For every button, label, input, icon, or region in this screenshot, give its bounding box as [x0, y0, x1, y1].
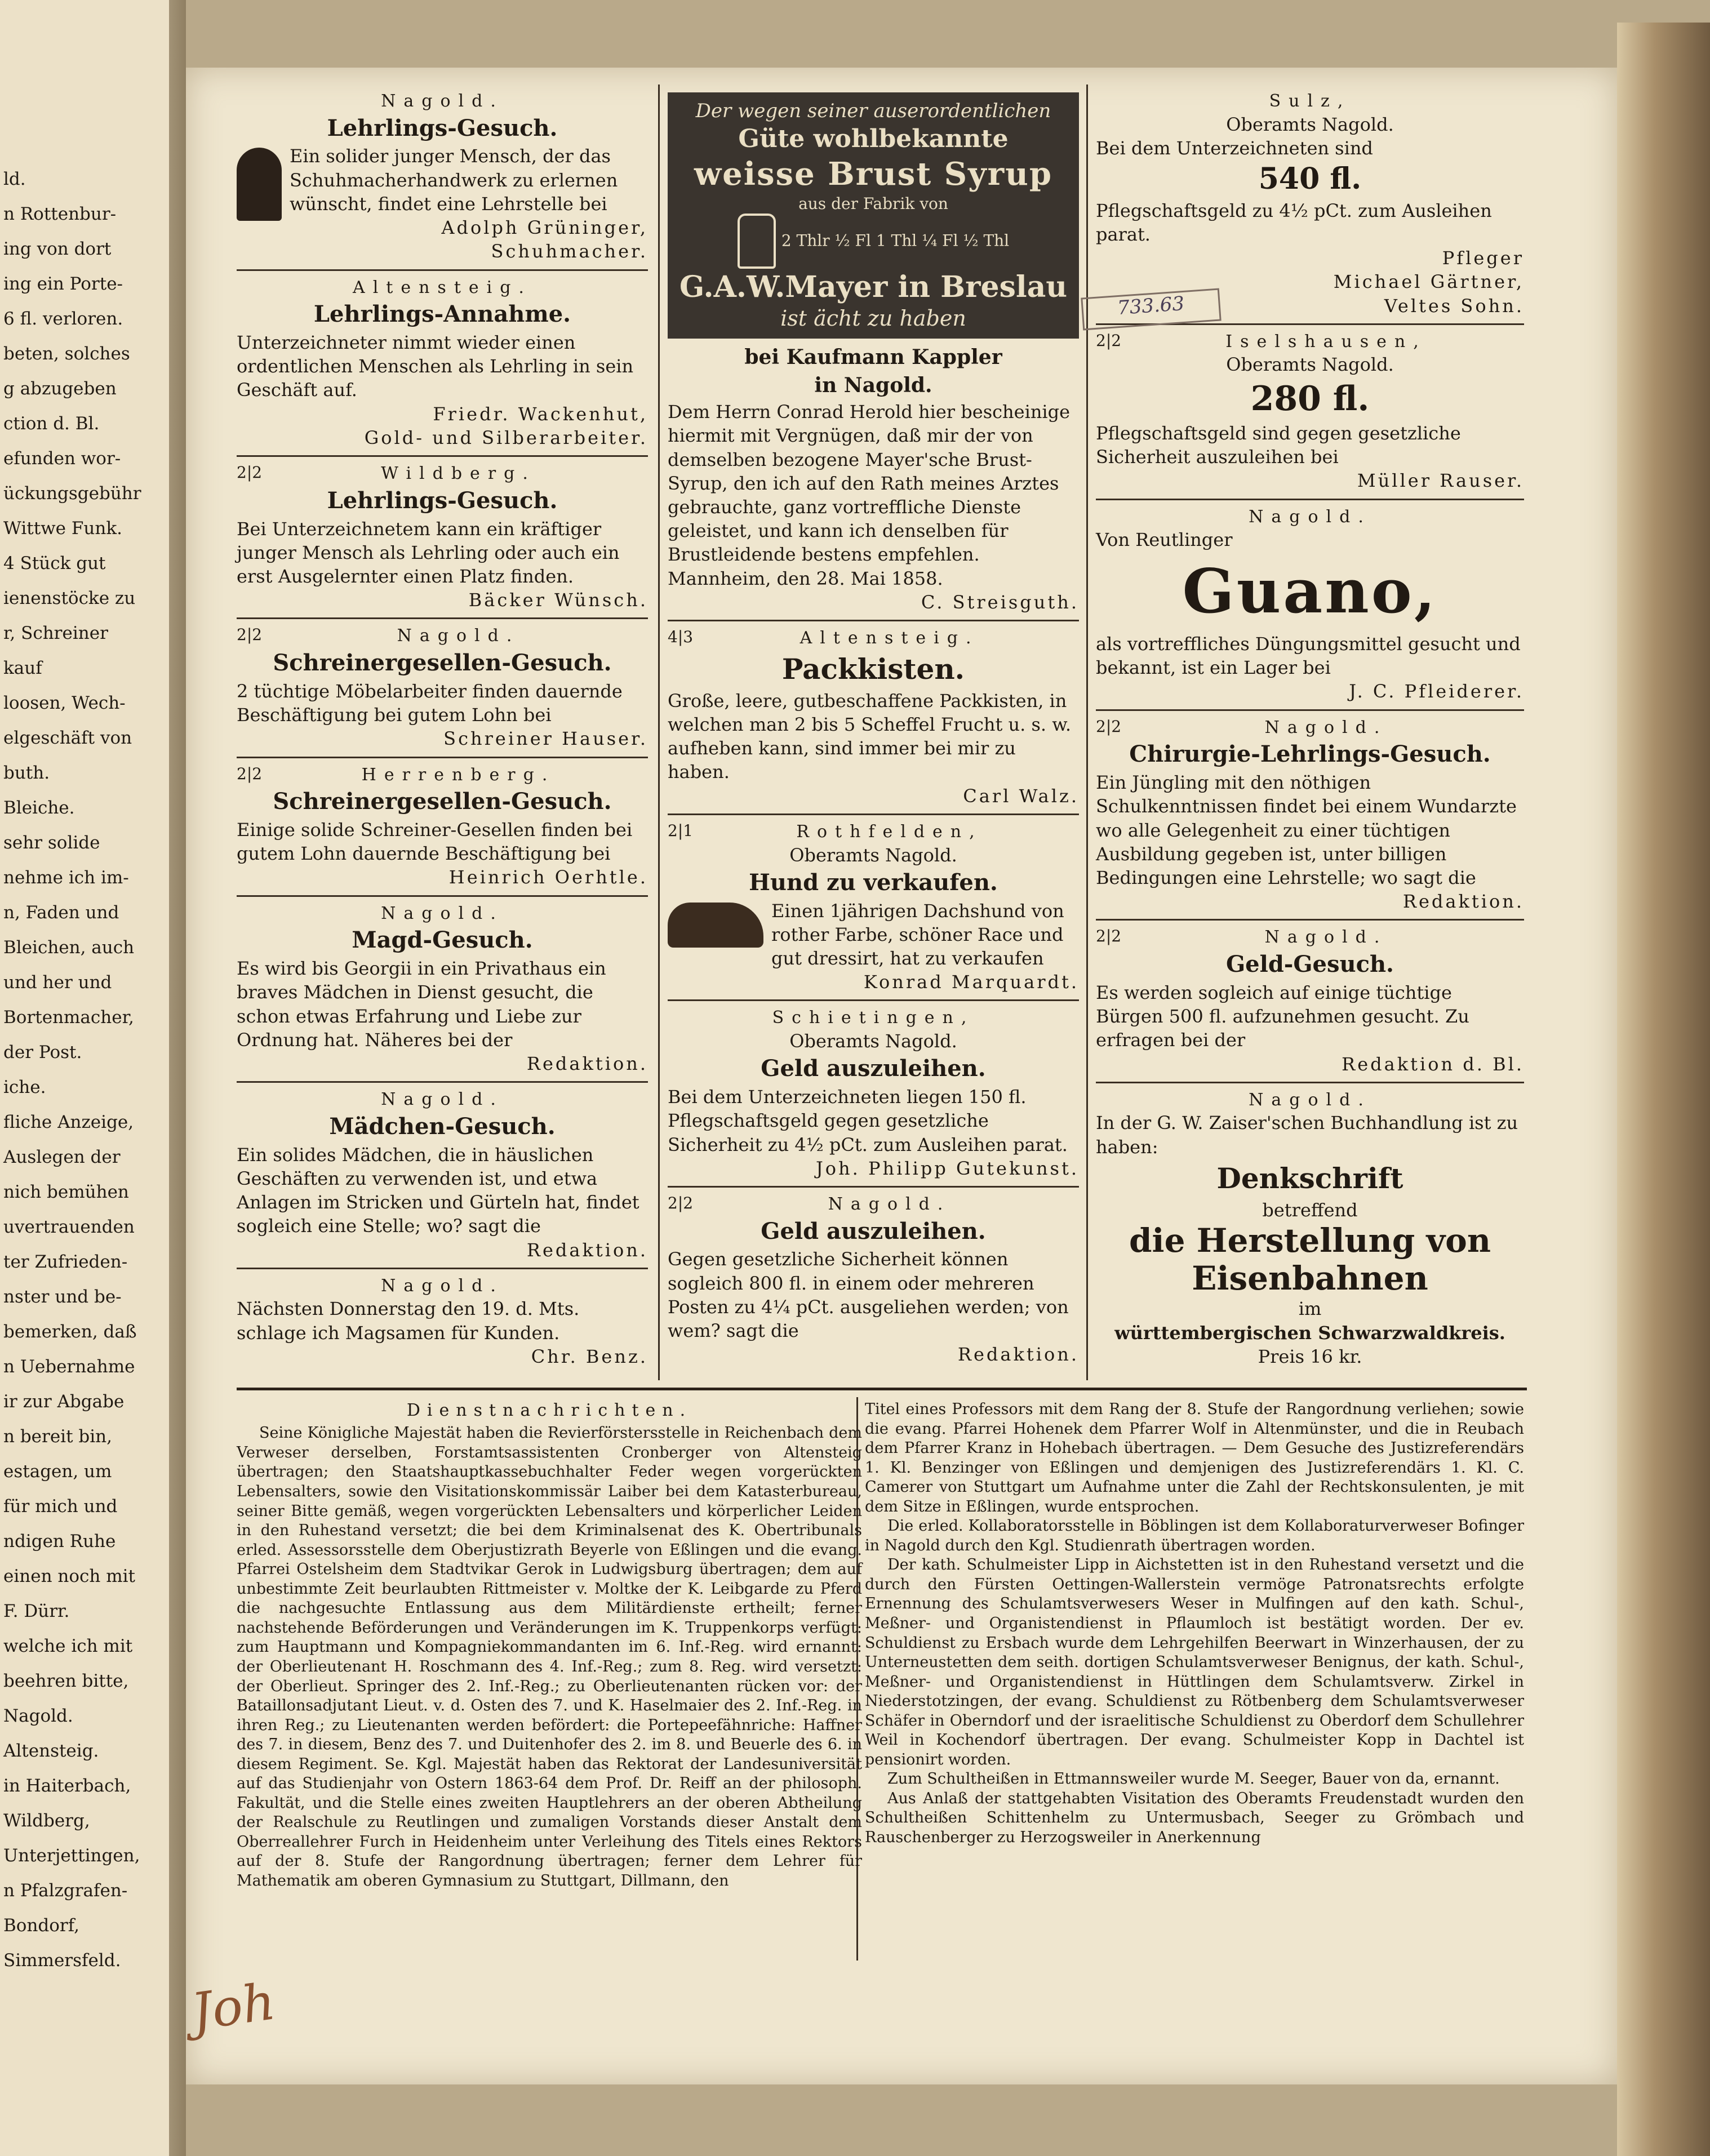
place-line2: Oberamts Nagold. — [1226, 354, 1394, 376]
left-page-fragment: ienenstöcke zu — [3, 588, 136, 608]
news-paragraph: Zum Schultheißen in Ettmannsweiler wurde M. Seeger, Bauer von da, ernannt. — [887, 1770, 1500, 1788]
left-page-fragment: ing von dort — [3, 239, 112, 259]
ad-big-word: Guano, — [1182, 556, 1438, 628]
place-line2: Oberamts Nagold. — [789, 1030, 957, 1052]
left-page-fragment: r, Schreiner — [3, 623, 108, 643]
place: Sulz, — [1269, 91, 1351, 111]
left-page-fragment: 4 Stück gut — [3, 553, 106, 574]
ad-lehrlings-gesuch-wildberg — [237, 463, 648, 612]
ad-signature: Müller Rauser. — [1357, 470, 1524, 492]
column-2 — [668, 90, 1079, 1367]
place-line2: Oberamts Nagold. — [789, 844, 957, 866]
ad-geld-schietingen — [668, 1007, 1079, 1180]
left-page-fragment: und her und — [3, 972, 112, 993]
left-page-fragment: Auslegen der — [3, 1147, 121, 1167]
news-paragraph: Aus Anlaß der stattgehabten Visitation des Oberamts Freudenstadt wurden den Schultheißen Schittenhelm zu Untermusbach, Seeger zu Grömbach und Rauschenberger zu Herzogsweiler in Anerkennung — [865, 1789, 1524, 1847]
insertion-number: 2|2 — [237, 463, 263, 482]
place: Nagold. — [1249, 1090, 1371, 1110]
ad-signature: Redaktion. — [1402, 891, 1524, 913]
news-title: Dienstnachrichten. — [406, 1401, 692, 1420]
place: Nagold. — [1264, 717, 1388, 737]
amount: 280 fl. — [1250, 379, 1370, 419]
divider — [237, 757, 648, 758]
ad-signature: Carl Walz. — [963, 785, 1079, 807]
ad-signature: J. C. Pfleiderer. — [1349, 681, 1524, 703]
divider — [237, 895, 648, 897]
ad-packkisten — [668, 627, 1079, 808]
ad-text: Pflegschaftsgeld sind gegen gesetzliche Sicherheit auszuleihen bei — [1096, 422, 1461, 468]
divider — [668, 620, 1079, 621]
divider — [1096, 709, 1524, 711]
advert-maker: G.A.W.Mayer in Breslau — [679, 269, 1068, 304]
ad-text: Gegen gesetzliche Sicherheit können sogleich 800 fl. in einem oder mehreren Posten zu 4¼ pCt. ausgeliehen werden; von wem? sagt die — [668, 1248, 1069, 1342]
left-page-fragment: ter Zufrieden- — [3, 1252, 128, 1272]
ad-signature: Adolph Grüninger, Schuhmacher. — [441, 217, 648, 263]
ad-signature: Konrad Marquardt. — [863, 971, 1079, 993]
left-page-fragment: Wildberg, — [3, 1811, 90, 1831]
ad-heading: Chirurgie-Lehrlings-Gesuch. — [1129, 741, 1491, 768]
ad-schreinergesellen-herrenberg — [237, 764, 648, 890]
advert-line: aus der Fabrik von — [798, 194, 948, 213]
ad-text-2: Pflegschaftsgeld zu 4½ pCt. zum Ausleihen parat. — [1096, 199, 1492, 245]
ad-heading: Lehrlings-Annahme. — [313, 301, 571, 328]
ad-sub: betreffend — [1262, 1199, 1358, 1221]
ad-signature: Friedr. Wackenhut, — [433, 403, 648, 425]
ad-schreinergesellen-nagold — [237, 625, 648, 750]
left-page-fragment: elgeschäft von — [3, 728, 132, 748]
place: Nagold. — [828, 1194, 951, 1215]
divider — [668, 1186, 1079, 1188]
insertion-number: 2|2 — [668, 1194, 694, 1213]
left-page-fragment: n Uebernahme — [3, 1357, 135, 1377]
advert-line: ist ächt zu haben — [780, 305, 966, 331]
ad-geld-gesuch — [1096, 926, 1524, 1075]
book-edge — [1617, 23, 1710, 2156]
divider — [1096, 1082, 1524, 1083]
brust-syrup-advert — [668, 92, 1079, 339]
ad-heading-line2: in Nagold. — [814, 373, 932, 397]
ad-heading: Geld-Gesuch. — [1226, 951, 1394, 978]
place: Iselshausen, — [1225, 331, 1427, 352]
ad-signature: Joh. Philipp Gutekunst. — [815, 1157, 1079, 1179]
shoe-icon — [237, 148, 282, 221]
news-column-2 — [865, 1400, 1524, 1848]
left-page-fragment: nehme ich im- — [3, 868, 129, 888]
place: Altensteig. — [800, 628, 979, 648]
left-page-fragment: Bondorf, — [3, 1915, 79, 1936]
region: württembergischen Schwarzwaldkreis. — [1114, 1322, 1505, 1344]
ad-magsamen — [237, 1275, 648, 1368]
news-column-1 — [237, 1400, 862, 1891]
column-3 — [1096, 90, 1524, 1368]
news-paragraph: Der kath. Schulmeister Lipp in Aichstetten ist in den Ruhestand versetzt und die durch den Fürsten Oettingen-Wallerstein vermöge Patronatsrechts erfolgte Ernennung des Schulamtsverwesers Weser in Mulfingen auf den kath. Schul-, Meßner- und Organistendienst in Pflaumloch ist bestätigt worden. Der ev. Schuldienst zu Ersbach wurde dem Lehrgehilfen Beerwart in Winzerhausen, der zu Unterneustetten dem seith. dortigen Schulamtsverweser Benignus, der kath. Schul-, Meßner- und Organistendienst in Hüttlingen dem Schulamtsverw. Zirkel in Niederstotzingen, der evang. Schuldienst zu Rötbenberg dem Schulamtsverweser Schäfer in Oberndorf und der israelitische Schuldienst zu Oberdorf dem Schullehrer Weil in Kochendorf übertragen. Der evang. Schulmeister Kopp in Dachtel ist pensionirt worden. — [865, 1556, 1524, 1768]
left-page-fragment: Bortenmacher, — [3, 1007, 134, 1028]
left-page-fragment: efunden wor- — [3, 448, 121, 469]
left-page-fragment: bemerken, daß — [3, 1322, 137, 1342]
left-page — [0, 0, 169, 2156]
ad-text: Bei dem Unterzeichneten sind — [1096, 137, 1373, 159]
divider — [237, 1081, 648, 1083]
left-page-fragment: für mich und — [3, 1496, 118, 1517]
ad-kappler — [668, 344, 1079, 614]
ad-signature: Redaktion. — [526, 1052, 648, 1074]
place: Nagold. — [397, 626, 520, 646]
insertion-number: 2|2 — [237, 625, 263, 644]
ad-signature: Heinrich Oerhtle. — [448, 866, 648, 888]
handwritten-note: Joh — [188, 1972, 279, 2042]
left-page-fragment: Bleiche. — [3, 798, 75, 818]
ad-signature: C. Streisguth. — [921, 591, 1079, 613]
divider — [237, 455, 648, 457]
place: Nagold. — [381, 1090, 504, 1110]
left-page-fragment: einen noch mit — [3, 1566, 135, 1586]
ad-magd-gesuch — [237, 903, 648, 1076]
insertion-number: 2|1 — [668, 821, 694, 840]
place: Nagold. — [1264, 927, 1388, 948]
left-page-fragment: beehren bitte, — [3, 1671, 129, 1691]
ad-text-2: als vortreffliches Düngungsmittel gesucht und bekannt, ist ein Lager bei — [1096, 633, 1521, 679]
news-paragraph: Seine Königliche Majestät haben die Revierförstersstelle in Reichenbach dem Verweser derselben, Forstamtsassistenten Cronberger von Altensteig übertragen; den Staatshauptkassebuchhalter Feder wegen vorgerückten Lebensalters, sowie den Visitationskommissär Laiber bei dem Katasterbureau, seiner Bitte gemäß, wegen vorgerückten Lebensalters und körperlicher Leiden in den Ruhestand versetzt; die bei dem Kriminalsenat des K. Obertribunals erled. Assessorsstelle dem Oberjustizrath Beyerle von Eßlingen und die evang. Pfarrei Ostelsheim dem Stadtvikar Gerok in Ludwigsburg übertragen; dem auf unbestimmte Zeit beurlaubten Rittmeister v. Moltke der K. Leibgarde zu Pferd die nachgesuchte Entlassung aus dem Militärdienste ertheilt; ferner nachstehende Beförderungen und Veränderungen im K. Truppenkorps verfügt: zum Hauptmann und Kompagniekommandanten im 6. Inf.-Reg. wird ernannt: der Oberlieutenant H. Roschmann des 4. Inf.-Reg.; zum 8. Reg. wird versetzt: der Oberlieut. Springer des 2. Inf.-Reg.; zu Oberlieutenanten rücken vor: der Bataillonsadjutant Lieut. v. d. Osten des 7. und K. Haselmaier des 2. Inf.-Reg. in ihren Reg.; zu Lieutenanten werden befördert: die Portepeefähnriche: Haffner des 7. in diesem, Benz des 7. und Duitenhofer des 2. im 8. und Beuerle des 6. in diesem Regiment. Se. Kgl. Majestät haben das Rektorat der Landesuniversität auf das Studienjahr von Ostern 1863-64 dem Prof. Dr. Reiff an der philosoph. Fakultät, und die Stelle eines zweiten Hauptlehrers an der oberen Abtheilung der Realschule zu Reutlingen und zumaligen Vorstands dieser Anstalt dem Oberreallehrer Furch in Heidenheim unter Verleihung des Titels eines Rektors auf der 8. Stufe der Rangordnung übertragen; ferner dem Lehrer für Mathematik am oberen Gymnasium zu Stuttgart, Dillmann, den — [237, 1424, 862, 1890]
ad-text: Unterzeichneter nimmt wieder einen ordentlichen Menschen als Lehrling in sein Geschäft auf. — [237, 331, 634, 401]
left-page-fragment: 6 fl. verloren. — [3, 309, 123, 329]
amount: 540 fl. — [1258, 162, 1362, 197]
ad-iselshausen — [1096, 331, 1524, 493]
bottle-icon — [738, 214, 776, 269]
ad-text: Dem Herrn Conrad Herold hier bescheinige hiermit mit Vergnügen, daß mir der von demselben bezogene Mayer'sche Brust-Syrup, den ich auf den Rath meines Arztes gebrauchte, ganz vortreffliche Dienste geleistet, und kann ich denselben für Brustleidende bestens empfehlen. — [668, 401, 1071, 566]
left-page-fragment: uvertrauenden — [3, 1217, 135, 1237]
column-rule — [1086, 85, 1088, 1380]
place: Nagold. — [381, 91, 504, 111]
left-page-fragment: loosen, Wech- — [3, 693, 126, 713]
left-page-fragment: nich bemühen — [3, 1182, 129, 1202]
ad-signature-line2: Gold- und Silberarbeiter. — [364, 426, 648, 448]
ad-text: Einen 1jährigen Dachshund von rother Farbe, schöner Race und gut dressirt, hat zu verkaufen — [771, 900, 1064, 969]
divider — [237, 617, 648, 619]
left-page-fragment: nster und be- — [3, 1287, 122, 1307]
divider — [668, 813, 1079, 815]
ad-lehrlings-annahme — [237, 277, 648, 450]
ad-signature: Redaktion. — [526, 1239, 648, 1261]
ad-text: Von Reutlinger — [1096, 529, 1233, 551]
left-page-fragment: ld. — [3, 169, 26, 189]
left-page-fragment: welche ich mit — [3, 1636, 133, 1656]
ad-sulz — [1096, 90, 1524, 318]
left-page-fragment: ir zur Abgabe — [3, 1392, 125, 1412]
ad-heading: Hund zu verkaufen. — [749, 869, 998, 896]
divider — [1096, 499, 1524, 500]
ad-text: Bei dem Unterzeichneten liegen 150 fl. Pflegschaftsgeld gegen gesetzliche Sicherheit zu 4½ pCt. zum Ausleihen parat. — [668, 1086, 1068, 1155]
left-page-fragment: g abzugeben — [3, 379, 117, 399]
left-page-fragment: sehr solide — [3, 833, 100, 853]
ad-signature: Bäcker Wünsch. — [468, 589, 648, 611]
advert-line: Der wegen seiner auserordentlichen — [695, 100, 1051, 122]
divider — [1096, 919, 1524, 921]
ad-heading: Magd-Gesuch. — [352, 927, 533, 954]
ad-heading: Geld auszuleihen. — [761, 1055, 986, 1082]
advert-line: Güte wohlbekannte — [738, 124, 1009, 153]
ad-text: Nächsten Donnerstag den 19. d. Mts. schlage ich Magsamen für Kunden. — [237, 1298, 580, 1344]
ad-text: Ein solider junger Mensch, der das Schuhmacherhandwerk zu erlernen wünscht, findet eine Lehrstelle bei — [290, 145, 618, 215]
ad-text: Einige solide Schreiner-Gesellen finden bei gutem Lohn dauernde Beschäftigung bei — [237, 819, 633, 865]
place-line2: Oberamts Nagold. — [1226, 113, 1394, 135]
left-page-fragment: Altensteig. — [3, 1741, 99, 1761]
insertion-number: 2|2 — [1096, 717, 1122, 736]
ad-guano — [1096, 506, 1524, 704]
place: Rothfelden, — [796, 821, 983, 842]
insertion-number: 2|2 — [1096, 331, 1122, 350]
place: Wildberg. — [381, 464, 536, 484]
left-page-fragment: fliche Anzeige, — [3, 1112, 134, 1132]
ad-text: Ein solides Mädchen, die in häuslichen Geschäften zu verwenden ist, und etwa Anlagen im Stricken und Gürteln hat, findet sogleich eine Stelle; wo? sagt die — [237, 1144, 639, 1237]
ad-text: Es wird bis Georgii in ein Privathaus ein braves Mädchen in Dienst gesucht, die schon etwas Erfahrung und Liebe zur Ordnung hat. Näheres bei der — [237, 958, 606, 1051]
column-1 — [237, 90, 648, 1368]
ad-lehrlings-gesuch-nagold — [237, 90, 648, 264]
ad-text: Bei Unterzeichnetem kann ein kräftiger junger Mensch als Lehrling oder auch ein erst Ausgelernter einen Platz finden. — [237, 518, 620, 587]
left-page-fragment: n bereit bin, — [3, 1426, 112, 1447]
ad-heading: Packkisten. — [781, 652, 965, 686]
dog-icon — [668, 903, 763, 948]
section-rule — [237, 1388, 1527, 1390]
ad-heading: Lehrlings-Gesuch. — [327, 114, 558, 141]
ad-denkschrift — [1096, 1089, 1524, 1368]
ad-text: 2 tüchtige Möbelarbeiter finden dauernde Beschäftigung bei gutem Lohn bei — [237, 680, 623, 726]
ad-maedchen-gesuch — [237, 1088, 648, 1262]
ad-hund — [668, 821, 1079, 994]
left-page-fragment: Nagold. — [3, 1706, 73, 1726]
book-title: die Herstellung von Eisenbahnen — [1129, 1221, 1491, 1297]
ad-heading: Denkschrift — [1216, 1161, 1403, 1195]
left-page-fragment: buth. — [3, 763, 50, 783]
advert-prices: 2 Thlr ½ Fl 1 Thl ¼ Fl ½ Thl — [781, 231, 1010, 250]
ad-signature: Pfleger — [1442, 247, 1524, 269]
price: Preis 16 kr. — [1258, 1345, 1362, 1367]
left-page-fragment: Bleichen, auch — [3, 937, 135, 958]
left-page-fragment: ndigen Ruhe — [3, 1531, 116, 1552]
ad-geld-nagold — [668, 1193, 1079, 1367]
left-page-fragment: ückungsgebühr — [3, 483, 141, 504]
insertion-number: 2|2 — [237, 764, 263, 783]
place: Altensteig. — [353, 277, 532, 297]
left-page-fragment: Unterjettingen, — [3, 1846, 140, 1866]
column-rule — [658, 85, 660, 1380]
left-page-fragment: Simmersfeld. — [3, 1950, 121, 1971]
ad-signature: Redaktion. — [957, 1344, 1079, 1366]
ad-text: Ein Jüngling mit den nöthigen Schulkenntnissen findet bei einem Wundarzte wo alle Gelegenheit zu einer tüchtigen Ausbildung gegeben ist, unter billigen Bedingungen eine Lehrstelle; wo sagt die — [1096, 772, 1517, 888]
left-page-fragment: in Haiterbach, — [3, 1776, 131, 1796]
ad-signature: Chr. Benz. — [531, 1345, 648, 1367]
ad-heading: Geld auszuleihen. — [761, 1217, 986, 1244]
place: Herrenberg. — [361, 764, 556, 785]
ad-heading: Mädchen-Gesuch. — [329, 1113, 556, 1140]
ad-heading: Schreinergesellen-Gesuch. — [273, 788, 612, 815]
ad-signature: Redaktion d. Bl. — [1342, 1053, 1524, 1075]
left-page-fragment: Wittwe Funk. — [3, 518, 122, 539]
left-page-fragment: beten, solches — [3, 344, 130, 364]
ad-heading: bei Kaufmann Kappler — [744, 345, 1002, 369]
news-paragraph: Die erled. Kollaboratorsstelle in Böblingen ist dem Kollaboraturverweser Bofinger in Nagold durch den Kgl. Studienrath übertragen worden. — [865, 1517, 1524, 1554]
left-page-fragment: ction d. Bl. — [3, 414, 100, 434]
place: Nagold. — [381, 1275, 504, 1296]
ad-text: In der G. W. Zaiser'schen Buchhandlung ist zu haben: — [1096, 1112, 1518, 1158]
left-page-fragment: der Post. — [3, 1042, 82, 1063]
ad-signature-line2: Michael Gärtner, — [1333, 271, 1524, 293]
ad-date: Mannheim, den 28. Mai 1858. — [668, 567, 943, 589]
ad-text: Es werden sogleich auf einige tüchtige Bürgen 500 fl. aufzunehmen gesucht. Zu erfragen bei der — [1096, 981, 1469, 1051]
ad-signature-line3: Veltes Sohn. — [1384, 295, 1524, 317]
ad-signature: Schreiner Hauser. — [443, 728, 648, 750]
divider — [237, 1268, 648, 1269]
left-page-fragment: n Rottenbur- — [3, 204, 117, 224]
left-page-fragment: n Pfalzgrafen- — [3, 1881, 128, 1901]
place: Nagold. — [381, 903, 504, 923]
insertion-number: 2|2 — [1096, 927, 1122, 946]
handwritten-catalog-number: 733.63 — [1081, 288, 1221, 330]
left-page-fragment: n, Faden und — [3, 903, 119, 923]
divider — [668, 999, 1079, 1001]
ad-heading: Schreinergesellen-Gesuch. — [273, 650, 612, 677]
ad-text: Große, leere, gutbeschaffene Packkisten, in welchen man 2 bis 5 Scheffel Frucht u. s. w. aufheben kann, sind immer bei mir zu haben. — [668, 690, 1072, 783]
left-page-fragment: iche. — [3, 1077, 46, 1097]
left-page-fragment: F. Dürr. — [3, 1601, 70, 1621]
news-paragraph: Titel eines Professors mit dem Rang der 8. Stufe der Rangordnung verliehen; sowie die evang. Pfarrei Hohenek dem Pfarrer Wolf in Altenmünster, und die in Reubach dem Pfarrer Kranz in Hohebach übertragen. — Dem Gesuche des Justizreferendärs 1. Kl. Benzinger von Eßlingen und demjenigen des Justizreferendärs 1. Kl. C. Camerer von Stuttgart um Aufnahme unter die Zahl der Rechtskonsulenten, je mit dem Sitze in Eßlingen, wurde entsprochen. — [865, 1401, 1524, 1515]
divider — [237, 269, 648, 271]
ad-sub-2: im — [1298, 1298, 1322, 1320]
insertion-number: 4|3 — [668, 628, 694, 647]
ad-heading: Lehrlings-Gesuch. — [327, 487, 558, 514]
advert-product: weisse Brust Syrup — [694, 155, 1053, 193]
ad-chirurgie — [1096, 717, 1524, 914]
left-page-fragment: kauf — [3, 658, 42, 678]
left-page-fragment: estagen, um — [3, 1461, 112, 1482]
left-page-fragment: ing ein Porte- — [3, 274, 123, 294]
place: Nagold. — [1249, 506, 1371, 527]
place: Schietingen, — [772, 1008, 975, 1028]
